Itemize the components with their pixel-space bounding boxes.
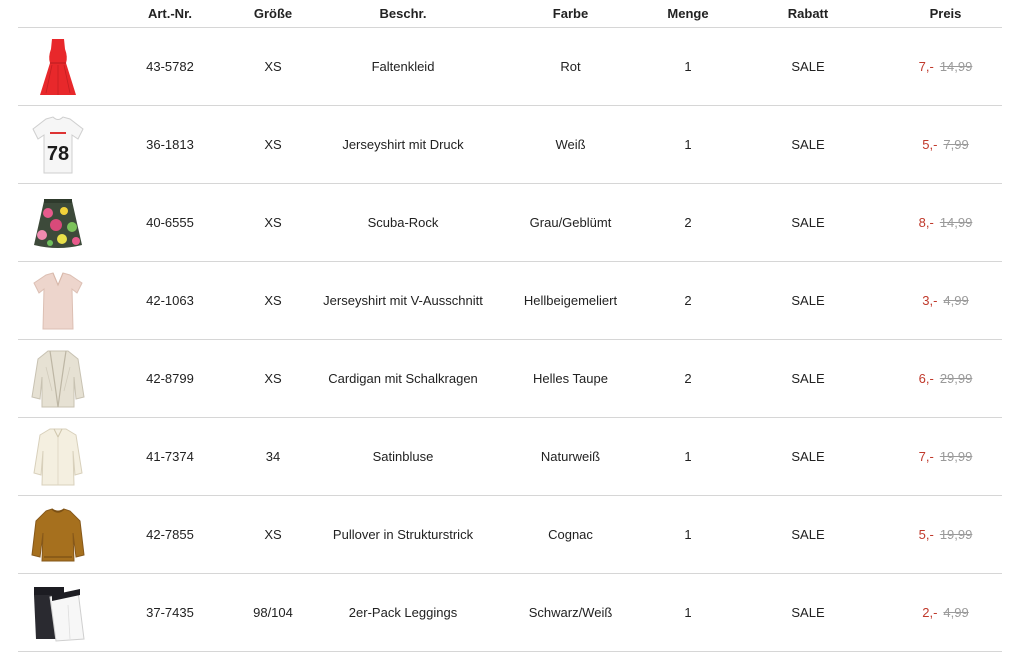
original-price: 14,99 <box>939 59 973 74</box>
sale-price: 2,- <box>922 605 938 620</box>
article-number: 40-6555 <box>146 215 194 230</box>
quantity: 2 <box>684 215 692 230</box>
discount-badge: SALE <box>791 137 825 152</box>
quantity: 1 <box>684 137 692 152</box>
table-row <box>18 574 1002 652</box>
quantity: 1 <box>684 605 692 620</box>
discount-badge: SALE <box>791 605 825 620</box>
price <box>878 262 1013 339</box>
cardigan-icon <box>28 347 88 411</box>
vneck-shirt-icon <box>28 269 88 333</box>
color: Cognac <box>548 527 593 542</box>
product-image[interactable] <box>18 496 98 573</box>
article-number: 42-7855 <box>146 527 194 542</box>
sale-price: 5,- <box>922 137 938 152</box>
original-price: 7,99 <box>943 137 969 152</box>
quantity: 2 <box>684 293 692 308</box>
size: 34 <box>265 449 281 464</box>
product-image[interactable] <box>18 106 98 183</box>
sale-price: 3,- <box>922 293 938 308</box>
leggings-icon <box>28 581 88 645</box>
sale-price: 8,- <box>918 215 934 230</box>
color: Helles Taupe <box>533 371 608 386</box>
size: XS <box>264 371 282 386</box>
article-number: 41-7374 <box>146 449 194 464</box>
product-image[interactable] <box>18 340 98 417</box>
price <box>878 184 1013 261</box>
discount-badge: SALE <box>791 449 825 464</box>
header-description: Beschr. <box>379 6 427 21</box>
product-image[interactable] <box>18 418 98 495</box>
table-header <box>18 0 1002 28</box>
order-table <box>18 0 1002 652</box>
blouse-icon <box>28 425 88 489</box>
original-price: 29,99 <box>939 371 973 386</box>
table-row <box>18 106 1002 184</box>
article-number: 37-7435 <box>146 605 194 620</box>
product-image[interactable] <box>18 574 98 651</box>
price <box>878 496 1013 573</box>
discount-badge: SALE <box>791 293 825 308</box>
description: Faltenkleid <box>371 59 435 74</box>
table-row <box>18 184 1002 262</box>
header-discount: Rabatt <box>787 6 829 21</box>
size: XS <box>264 59 282 74</box>
color: Rot <box>560 59 581 74</box>
color: Grau/Geblümt <box>529 215 612 230</box>
quantity: 1 <box>684 59 692 74</box>
description: 2er-Pack Leggings <box>348 605 458 620</box>
quantity: 2 <box>684 371 692 386</box>
original-price: 4,99 <box>943 605 969 620</box>
discount-badge: SALE <box>791 371 825 386</box>
price <box>878 106 1013 183</box>
description: Cardigan mit Schalkragen <box>328 371 478 386</box>
product-image[interactable] <box>18 262 98 339</box>
discount-badge: SALE <box>791 215 825 230</box>
quantity: 1 <box>684 449 692 464</box>
color: Schwarz/Weiß <box>528 605 613 620</box>
original-price: 4,99 <box>943 293 969 308</box>
article-number: 43-5782 <box>146 59 194 74</box>
size: XS <box>264 527 282 542</box>
sweater-icon <box>28 503 88 567</box>
table-row <box>18 496 1002 574</box>
original-price: 19,99 <box>939 449 973 464</box>
header-image <box>18 0 98 27</box>
price <box>878 340 1013 417</box>
price <box>878 574 1013 651</box>
sale-price: 7,- <box>918 59 934 74</box>
discount-badge: SALE <box>791 527 825 542</box>
color: Hellbeigemeliert <box>523 293 618 308</box>
floral-skirt-icon <box>28 191 88 255</box>
size: XS <box>264 215 282 230</box>
product-image[interactable] <box>18 28 98 105</box>
size: XS <box>264 293 282 308</box>
description: Satinbluse <box>372 449 434 464</box>
color: Naturweiß <box>540 449 601 464</box>
header-quantity: Menge <box>667 6 709 21</box>
table-row <box>18 262 1002 340</box>
table-row <box>18 340 1002 418</box>
original-price: 19,99 <box>939 527 973 542</box>
sale-price: 6,- <box>918 371 934 386</box>
product-image[interactable] <box>18 184 98 261</box>
svg-text:78: 78 <box>46 142 70 165</box>
sale-price: 7,- <box>918 449 934 464</box>
original-price: 14,99 <box>939 215 973 230</box>
table-row <box>18 418 1002 496</box>
article-number: 42-1063 <box>146 293 194 308</box>
table-row <box>18 28 1002 106</box>
header-color: Farbe <box>552 6 589 21</box>
header-price: Preis <box>929 6 962 21</box>
description: Scuba-Rock <box>367 215 439 230</box>
header-size: Größe <box>253 6 293 21</box>
price <box>878 418 1013 495</box>
size: XS <box>264 137 282 152</box>
header-art-nr: Art.-Nr. <box>147 6 193 21</box>
price <box>878 28 1013 105</box>
description: Pullover in Strukturstrick <box>332 527 474 542</box>
description: Jerseyshirt mit Druck <box>342 137 464 152</box>
quantity: 1 <box>684 527 692 542</box>
description: Jerseyshirt mit V-Ausschnitt <box>323 293 483 308</box>
article-number: 42-8799 <box>146 371 194 386</box>
color: Weiß <box>555 137 586 152</box>
red-dress-icon <box>28 35 88 99</box>
discount-badge: SALE <box>791 59 825 74</box>
size: 98/104 <box>253 605 293 620</box>
article-number: 36-1813 <box>146 137 194 152</box>
printed-shirt-icon <box>28 113 88 177</box>
sale-price: 5,- <box>918 527 934 542</box>
